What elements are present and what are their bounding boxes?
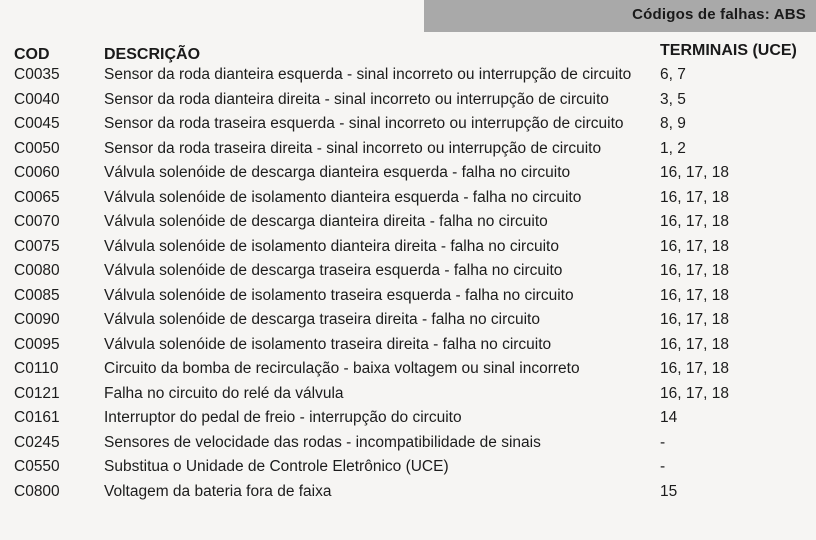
fault-terminals: 16, 17, 18 bbox=[660, 188, 729, 206]
table-row bbox=[0, 91, 816, 116]
fault-code: C0075 bbox=[14, 237, 60, 255]
fault-terminals: 16, 17, 18 bbox=[660, 360, 729, 377]
section-title: Códigos de falhas: ABS bbox=[632, 6, 806, 23]
fault-code: C0090 bbox=[14, 311, 60, 328]
fault-terminals: 16, 17, 18 bbox=[660, 286, 729, 304]
table-row bbox=[0, 409, 816, 434]
fault-description: Válvula solenóide de isolamento dianteira esquerda - falha no circuito bbox=[104, 188, 582, 206]
fault-terminals: 15 bbox=[660, 482, 678, 500]
fault-code: C0040 bbox=[14, 90, 60, 108]
fault-description: Substitua o Unidade de Controle Eletrônico (UCE) bbox=[104, 458, 449, 475]
fault-description: Voltagem da bateria fora de faixa bbox=[104, 482, 332, 500]
column-header-code: COD bbox=[14, 46, 50, 63]
fault-terminals: - bbox=[660, 458, 666, 475]
fault-code: C0161 bbox=[14, 409, 60, 426]
fault-code: C0550 bbox=[14, 458, 60, 475]
table-row bbox=[0, 385, 816, 410]
fault-terminals: 1, 2 bbox=[660, 139, 686, 157]
fault-description: Sensores de velocidade das rodas - incompatibilidade de sinais bbox=[104, 433, 541, 451]
section-header-bar bbox=[424, 0, 816, 32]
fault-description: Válvula solenóide de descarga traseira direita - falha no circuito bbox=[104, 311, 540, 328]
fault-terminals: 16, 17, 18 bbox=[660, 335, 729, 353]
table-row bbox=[0, 287, 816, 312]
fault-terminals: 16, 17, 18 bbox=[660, 262, 729, 279]
fault-description: Interruptor do pedal de freio - interrupção do circuito bbox=[104, 409, 462, 426]
fault-code: C0245 bbox=[14, 433, 60, 451]
table-row bbox=[0, 164, 816, 189]
table-row bbox=[0, 434, 816, 459]
fault-terminals: 16, 17, 18 bbox=[660, 164, 729, 181]
table-row bbox=[0, 336, 816, 361]
fault-description: Válvula solenóide de descarga traseira esquerda - falha no circuito bbox=[104, 262, 563, 279]
fault-code: C0800 bbox=[14, 482, 60, 500]
fault-terminals: 16, 17, 18 bbox=[660, 311, 729, 328]
fault-description: Válvula solenóide de descarga dianteira direita - falha no circuito bbox=[104, 213, 548, 230]
fault-terminals: 16, 17, 18 bbox=[660, 213, 729, 230]
table-row bbox=[0, 213, 816, 238]
fault-code: C0045 bbox=[14, 115, 60, 132]
fault-description: Válvula solenóide de isolamento dianteira direita - falha no circuito bbox=[104, 237, 559, 255]
fault-code: C0080 bbox=[14, 262, 60, 279]
fault-description: Válvula solenóide de isolamento traseira esquerda - falha no circuito bbox=[104, 286, 574, 304]
fault-terminals: 8, 9 bbox=[660, 115, 686, 132]
table-row bbox=[0, 140, 816, 165]
column-header-description: DESCRIÇÃO bbox=[104, 46, 201, 63]
fault-code: C0065 bbox=[14, 188, 60, 206]
table-row bbox=[0, 189, 816, 214]
fault-code: C0085 bbox=[14, 286, 60, 304]
fault-description: Válvula solenóide de descarga dianteira esquerda - falha no circuito bbox=[104, 164, 571, 181]
fault-code: C0035 bbox=[14, 66, 60, 83]
table-row bbox=[0, 458, 816, 483]
fault-terminals: 6, 7 bbox=[660, 66, 686, 83]
fault-code: C0070 bbox=[14, 213, 60, 230]
fault-terminals: 16, 17, 18 bbox=[660, 237, 729, 255]
table-row bbox=[0, 483, 816, 508]
fault-code-table bbox=[0, 66, 816, 507]
column-header-terminals: TERMINAIS (UCE) bbox=[660, 42, 797, 59]
fault-code: C0095 bbox=[14, 335, 60, 353]
table-row bbox=[0, 66, 816, 91]
table-row bbox=[0, 360, 816, 385]
fault-terminals: 3, 5 bbox=[660, 90, 686, 108]
fault-description: Válvula solenóide de isolamento traseira direita - falha no circuito bbox=[104, 335, 552, 353]
fault-description: Sensor da roda traseira direita - sinal incorreto ou interrupção de circuito bbox=[104, 139, 602, 157]
fault-code: C0110 bbox=[14, 360, 59, 377]
fault-code: C0121 bbox=[14, 384, 60, 402]
fault-description: Circuito da bomba de recirculação - baixa voltagem ou sinal incorreto bbox=[104, 360, 580, 377]
table-row bbox=[0, 262, 816, 287]
fault-description: Falha no circuito do relé da válvula bbox=[104, 384, 344, 402]
fault-code: C0060 bbox=[14, 164, 60, 181]
fault-terminals: - bbox=[660, 433, 666, 451]
table-row bbox=[0, 238, 816, 263]
table-row bbox=[0, 115, 816, 140]
fault-description: Sensor da roda dianteira esquerda - sinal incorreto ou interrupção de circuito bbox=[104, 66, 632, 83]
fault-terminals: 14 bbox=[660, 409, 678, 426]
fault-description: Sensor da roda traseira esquerda - sinal incorreto ou interrupção de circuito bbox=[104, 115, 624, 132]
fault-code: C0050 bbox=[14, 139, 60, 157]
fault-description: Sensor da roda dianteira direita - sinal incorreto ou interrupção de circuito bbox=[104, 90, 609, 108]
fault-terminals: 16, 17, 18 bbox=[660, 384, 729, 402]
table-row bbox=[0, 311, 816, 336]
